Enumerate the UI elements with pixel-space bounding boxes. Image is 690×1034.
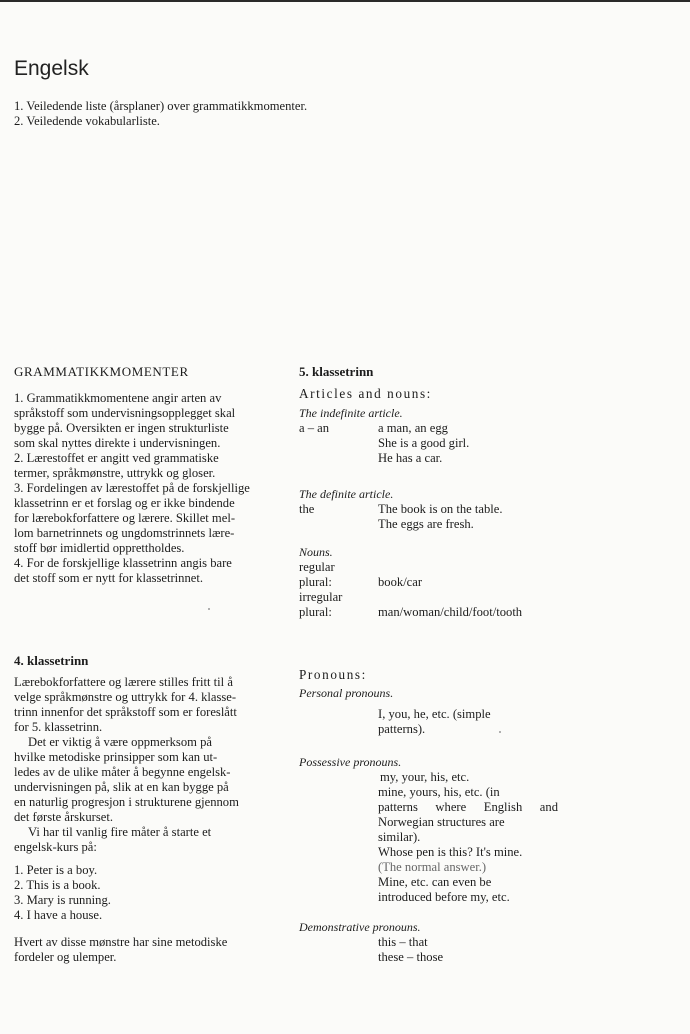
text-line: mine, yours, his, etc. (in — [378, 785, 500, 799]
text-line: som skal nyttes direkte i undervisningen. — [14, 436, 221, 450]
text-line: engelsk-kurs på: — [14, 840, 97, 854]
example-text: Whose pen is this? It's mine. — [378, 845, 523, 859]
top-rule — [0, 0, 690, 2]
nouns-block — [299, 545, 589, 620]
text-line: undervisningen på, slik at en kan bygge på — [14, 780, 229, 794]
trinn4-body — [14, 675, 276, 855]
text-line: hvilke metodiske prinsipper som kan ut- — [14, 750, 218, 764]
text-line: stoff bør imidlertid opprettholdes. — [14, 541, 185, 555]
possessive-label: Possessive pronouns. — [299, 755, 402, 769]
example-text: man/woman/child/foot/tooth — [378, 605, 523, 619]
articles-heading: Articles and nouns: — [299, 386, 432, 401]
text-line: 2. Lærestoffet er angitt ved grammatiske — [14, 451, 219, 465]
indefinite-article-block — [299, 406, 589, 466]
grammatikk-title: GRAMMATIKKMOMENTER — [14, 364, 189, 379]
trinn4-examples — [14, 863, 276, 923]
text-line: språkstoff som undervisningsopplegget skal — [14, 406, 236, 420]
intro-list — [14, 99, 434, 129]
example-text: She is a good girl. — [378, 436, 470, 450]
text-line: patterns). — [378, 722, 426, 736]
example-text: The eggs are fresh. — [378, 517, 474, 531]
text-line: Norwegian structures are — [378, 815, 505, 829]
speck — [499, 731, 501, 733]
definite-term: the — [299, 502, 315, 516]
text-line: for 5. klassetrinn. — [14, 720, 103, 734]
indefinite-term: a – an — [299, 421, 330, 435]
example-text: book/car — [378, 575, 423, 589]
text-line: Lærebokforfattere og lærere stilles fritt til å — [14, 675, 233, 689]
pronouns-heading: Pronouns: — [299, 667, 367, 682]
example-text: a man, an egg — [378, 421, 448, 435]
text-line: my, your, his, etc. — [380, 770, 470, 784]
text-line: lom barnetrinnets og ungdomstrinnets lære- — [14, 526, 235, 540]
regular-row — [299, 575, 589, 590]
text-line: trinn innenfor det språkstoff som er foreslått — [14, 705, 237, 719]
speck — [208, 608, 210, 610]
text-line: 3. Fordelingen av lærestoffet på de forskjellige — [14, 481, 250, 495]
text-line: introduced before my, etc. — [378, 890, 510, 904]
regular-label: regular — [299, 560, 335, 574]
trinn4-title: 4. klassetrinn — [14, 653, 89, 668]
text-line: 1. Grammatikkmomentene angir arten av — [14, 391, 222, 405]
plural-label: plural: — [299, 575, 332, 589]
text-line: termer, språkmønstre, uttrykk og gloser. — [14, 466, 216, 480]
intro-item: 1. Veiledende liste (årsplaner) over grammatikkmomenter. — [14, 99, 308, 113]
text-line: these – those — [378, 950, 444, 964]
text-line: det første årskurset. — [14, 810, 113, 824]
example-item: 3. Mary is running. — [14, 893, 111, 907]
text-line: I, you, he, etc. (simple — [378, 707, 491, 721]
text-line: en naturlig progresjon i strukturene gjennom — [14, 795, 239, 809]
irregular-label: irregular — [299, 590, 343, 604]
page-heading: Engelsk — [14, 57, 89, 80]
example-item: 1. Peter is a boy. — [14, 863, 98, 877]
personal-pronouns-block — [299, 686, 589, 737]
example-note: (The normal answer.) — [378, 860, 487, 874]
text-line: fordeler og ulemper. — [14, 950, 117, 964]
example-item: 4. I have a house. — [14, 908, 103, 922]
text-line: Hvert av disse mønstre har sine metodiske — [14, 935, 228, 949]
example-text: He has a car. — [378, 451, 443, 465]
text-line: Mine, etc. can even be — [378, 875, 492, 889]
text-line: Vi har til vanlig fire måter å starte et — [28, 825, 212, 839]
definite-row — [299, 502, 589, 517]
intro-item: 2. Veiledende vokabularliste. — [14, 114, 160, 128]
text-line: for lærebokforfattere og lærere. Skillet mel- — [14, 511, 236, 525]
nouns-label: Nouns. — [299, 545, 333, 559]
irregular-row — [299, 605, 589, 620]
text-line: det stoff som er nytt for klassetrinnet. — [14, 571, 203, 585]
text-line: patterns where English and — [378, 800, 558, 814]
trinn4-closing — [14, 935, 276, 965]
definite-article-block — [299, 487, 589, 532]
text-line: ledes av de ulike måter å begynne engelsk- — [14, 765, 231, 779]
trinn5-title: 5. klassetrinn — [299, 364, 374, 379]
example-item: 2. This is a book. — [14, 878, 101, 892]
indefinite-label: The indefinite article. — [299, 406, 403, 420]
text-line: bygge på. Oversikten er ingen strukturliste — [14, 421, 229, 435]
example-text: The book is on the table. — [378, 502, 503, 516]
text-line: 4. For de forskjellige klassetrinn angis bare — [14, 556, 232, 570]
demonstrative-pronouns-block — [299, 920, 589, 965]
definite-label: The definite article. — [299, 487, 394, 501]
text-line: klassetrinn er et forslag og er ikke bindende — [14, 496, 235, 510]
personal-label: Personal pronouns. — [299, 686, 394, 700]
indefinite-row — [299, 421, 589, 436]
demonstrative-label: Demonstrative pronouns. — [299, 920, 421, 934]
grammatikk-body — [14, 391, 276, 586]
text-line: velge språkmønstre og uttrykk for 4. klasse- — [14, 690, 237, 704]
text-line: this – that — [378, 935, 428, 949]
text-line: similar). — [378, 830, 421, 844]
possessive-pronouns-block — [299, 755, 589, 905]
text-line: Det er viktig å være oppmerksom på — [28, 735, 212, 749]
plural-label: plural: — [299, 605, 332, 619]
